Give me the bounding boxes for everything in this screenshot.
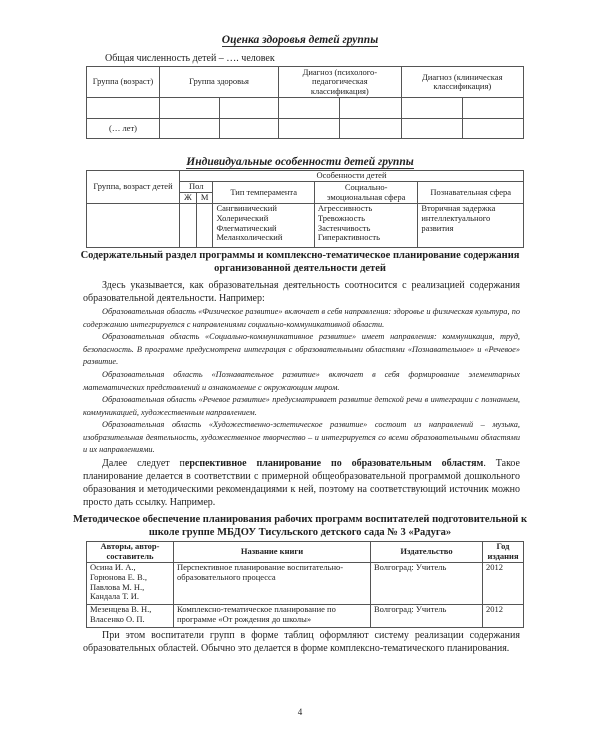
row-book: Комплексно-тематическое планирование по программе «От рождения до школы» [174, 605, 371, 628]
table-row [87, 563, 524, 605]
content-paragraph-intro: Здесь указывается, как образовательная деятельность соотносится с реализацией содержания образовательной деятельности. Например: [83, 280, 520, 304]
health-header-clinical-diagnosis: Диагноз (клиническая классификация) [401, 67, 523, 98]
total-children-line: Общая численность детей – …. человек [105, 53, 275, 64]
row-year: 2012 [483, 563, 524, 605]
row-publisher: Волгоград: Учитель [371, 563, 483, 605]
individual-header-cognitive: Познавательная сфера [418, 182, 524, 204]
health-header-psych-diagnosis: Диагноз (психолого-педагогическая классификация) [279, 67, 401, 98]
individual-header-temperament: Тип темперамента [213, 182, 314, 204]
individual-table [86, 170, 524, 248]
individual-header-group-age: Группа, возраст детей [87, 171, 180, 204]
individual-header-features: Особенности детей [180, 171, 524, 182]
row-year: 2012 [483, 605, 524, 628]
cognitive-area-paragraph: Образовательная область «Познавательное развитие» включает в себя формирование элементарных математических представлений и ознакомление с окружающим миром. [83, 370, 520, 392]
health-title: Оценка здоровья детей группы [221, 34, 379, 46]
speech-area-paragraph: Образовательная область «Речевое развитие» предусматривает развитие детской речи в интеграции с познанием, коммуникацией, художественным направлением. [83, 395, 520, 417]
row-authors: Мезенцева В. Н., Власенко О. П. [87, 605, 174, 628]
physical-area-paragraph: Образовательная область «Физическое развитие» включает в себя направления: здоровье и физическая культура, по содержанию интегрируется с направлениями социально-коммуникативной области. [83, 307, 520, 329]
row-book: Перспективное планирование воспитательно-образовательного процесса [174, 563, 371, 605]
health-age-cell: (… лет) [87, 119, 160, 139]
health-table [86, 66, 524, 139]
page-number: 4 [297, 707, 303, 717]
social-values: Агрессивность Тревожность Застенчивость Гиперактивность [314, 204, 418, 248]
individual-header-sex: Пол [180, 182, 213, 193]
health-header-group: Группа (возраст) [87, 67, 160, 98]
art-area-paragraph: Образовательная область «Художественно-эстетическое развитие» состоит из направлений – музыка, изобразительная деятельность, художественное творчество – и интегрируется со всеми образовательными областями и их направлениями. [83, 420, 520, 454]
method-header-book: Название книги [174, 542, 371, 563]
planning-paragraph: Далее следует перспективное планирование по образовательным областям. Такое планирование делается в соответствии с примерной общеобразовательной программой дошкольного образования и методическими рекомендациями к ней, поэтому на соответствующий источник можно просто дать ссылку. Например. [83, 458, 520, 508]
individual-header-male: М [196, 193, 213, 204]
method-header-year: Год издания [483, 542, 524, 563]
temperament-values: Сангвинический Холерический Флегматический Меланхолический [213, 204, 314, 248]
individual-header-female: Ж [180, 193, 197, 204]
individual-header-social: Социально-эмоциональная сфера [314, 182, 418, 204]
method-section-title: Методическое обеспечение планирования рабочих программ воспитателей подготовительной к школе группе МБДОУ Тисульского детского сада № 3 «Радуга» [72, 514, 528, 538]
social-area-paragraph: Образовательная область «Социально-коммуникативное развитие» имеет направления: коммуникация, труд, безопасность. В программе предусмотрена интеграция с образовательными областями «Познавательное» и «Речевое» развитие. [83, 332, 520, 366]
content-section-title: Содержательный раздел программы и комплексно-тематическое планирование содержания организованной деятельности детей [80, 250, 520, 274]
method-table [86, 541, 524, 628]
health-header-health-group: Группа здоровья [160, 67, 279, 98]
method-header-authors: Авторы, автор-составитель [87, 542, 174, 563]
closing-paragraph: При этом воспитатели групп в форме таблиц оформляют систему реализации содержания образовательных областей. Обычно это делается в форме комплексно-тематического планирования. [83, 630, 520, 654]
individual-title: Индивидуальные особенности детей группы [186, 156, 414, 168]
table-row [87, 605, 524, 628]
row-publisher: Волгоград: Учитель [371, 605, 483, 628]
row-authors: Осина И. А., Горюнова Е. В., Павлова М. Н., Кандала Т. И. [87, 563, 174, 605]
cognitive-values: Вторичная задержка интеллектуального развития [418, 204, 524, 248]
method-header-publisher: Издательство [371, 542, 483, 563]
